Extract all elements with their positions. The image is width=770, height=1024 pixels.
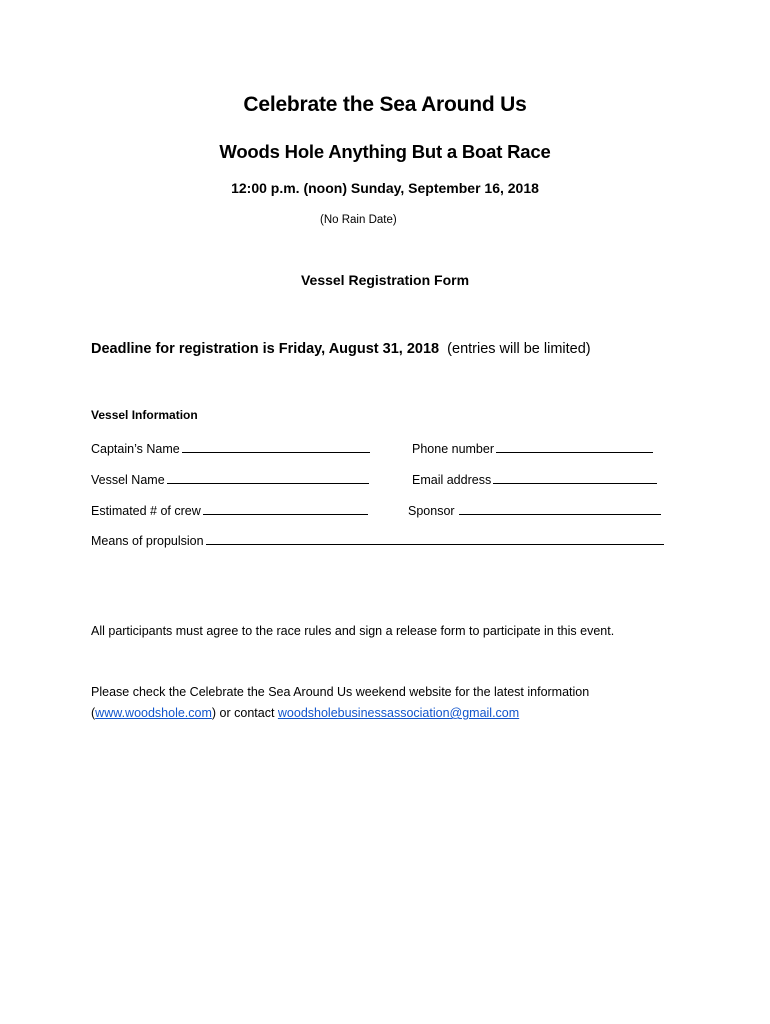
- section-heading: Vessel Information: [91, 408, 198, 422]
- propulsion-field: [91, 531, 664, 548]
- form-title: Vessel Registration Form: [300, 272, 470, 288]
- open-paren: (: [91, 706, 96, 720]
- email-address-label: Email address: [412, 473, 492, 487]
- captain-name-field: [91, 439, 370, 456]
- info-line-2: [91, 706, 519, 720]
- info-line-1: Please check the Celebrate the Sea Around Us weekend website for the latest information: [91, 685, 590, 699]
- captain-name-label: Captain’s Name: [91, 442, 180, 456]
- email-address-input[interactable]: [493, 470, 657, 484]
- estimated-crew-label: Estimated # of crew: [91, 504, 201, 518]
- sponsor-label: Sponsor: [408, 504, 455, 518]
- propulsion-label: Means of propulsion: [91, 534, 204, 548]
- estimated-crew-input[interactable]: [203, 501, 368, 515]
- contact-text: ) or contact: [211, 706, 278, 720]
- deadline-text: Deadline for registration is Friday, August 31, 2018: [91, 341, 440, 357]
- deadline-note: (entries will be limited): [447, 341, 591, 357]
- captain-name-input[interactable]: [182, 439, 370, 453]
- vessel-name-field: [91, 470, 369, 487]
- event-subtitle: Woods Hole Anything But a Boat Race: [219, 141, 551, 162]
- sponsor-field: [408, 501, 661, 518]
- vessel-name-label: Vessel Name: [91, 473, 165, 487]
- participant-notice: All participants must agree to the race rules and sign a release form to participate in this event.: [91, 624, 615, 638]
- event-datetime: 12:00 p.m. (noon) Sunday, September 16, 2018: [231, 180, 539, 196]
- email-address-field: [412, 470, 657, 487]
- phone-number-field: [412, 439, 653, 456]
- vessel-name-input[interactable]: [167, 470, 369, 484]
- rain-date-note: (No Rain Date): [320, 214, 397, 226]
- phone-number-input[interactable]: [496, 439, 653, 453]
- page-title: Celebrate the Sea Around Us: [243, 93, 527, 116]
- propulsion-input[interactable]: [206, 531, 664, 545]
- sponsor-input[interactable]: [459, 501, 661, 515]
- estimated-crew-field: [91, 501, 368, 518]
- email-link[interactable]: woodsholebusinessassociation@gmail.com: [277, 706, 520, 720]
- website-link[interactable]: www.woodshole.com: [95, 706, 212, 720]
- phone-number-label: Phone number: [412, 442, 495, 456]
- registration-deadline: [91, 341, 591, 357]
